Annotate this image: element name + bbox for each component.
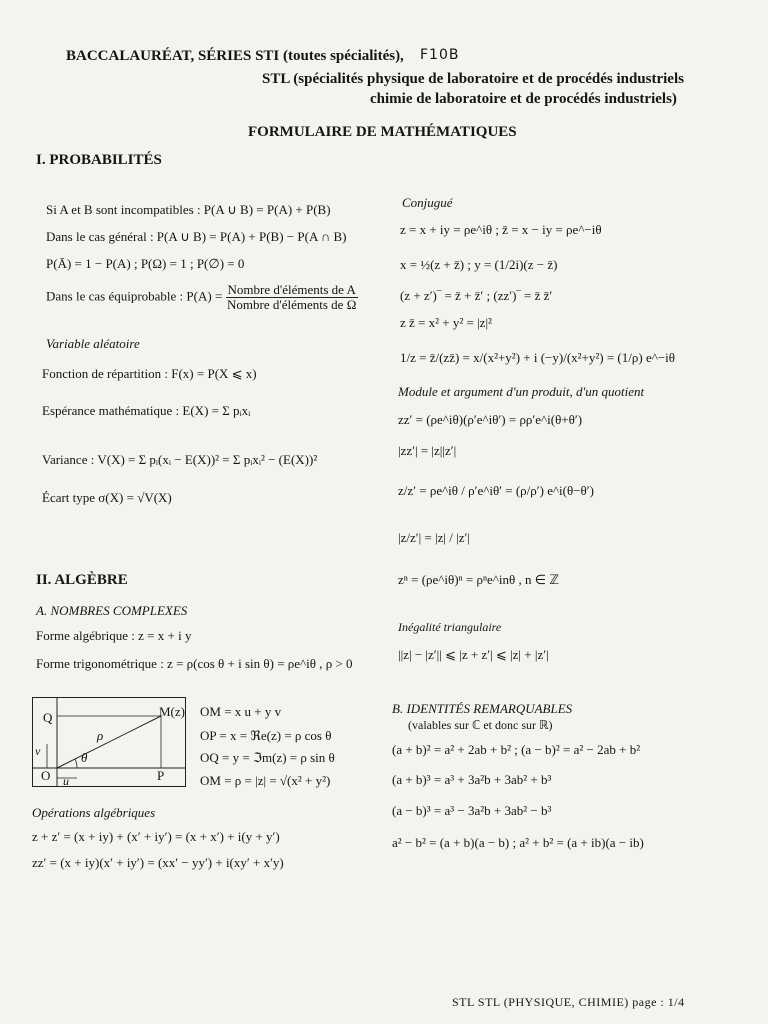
heading-nombres-complexes: A. NOMBRES COMPLEXES bbox=[36, 603, 188, 618]
formula-conj-5: 1/z = z̄/(zz̄) = x/(x²+y²) + i (−y)/(x²+y²) = (1/ρ) e^−iθ bbox=[400, 350, 675, 365]
label-theta: θ bbox=[81, 750, 88, 765]
angle-arc bbox=[75, 759, 77, 768]
formula-variance: Variance : V(X) = Σ pᵢ(xᵢ − E(X))² = Σ pᵢxᵢ² − (E(X))² bbox=[42, 452, 318, 467]
formula-conj-1: z = x + iy = ρe^iθ ; z̄ = x − iy = ρe^−iθ bbox=[400, 222, 602, 237]
formula-ecart-type: Écart type σ(X) = √V(X) bbox=[42, 490, 172, 505]
header-line-1: BACCALAURÉAT, SÉRIES STI (toutes spécialités), bbox=[66, 48, 404, 64]
formula-product: zz′ = (x + iy)(x′ + iy′) = (xx′ − yy′) + i(xy′ + x′y) bbox=[32, 855, 284, 870]
formula-incompatibles: Si A et B sont incompatibles : P(A ∪ B) = P(A) + P(B) bbox=[46, 202, 331, 217]
formula-sum: z + z′ = (x + iy) + (x′ + iy′) = (x + x′) + i(y + y′) bbox=[32, 829, 280, 844]
label-rho: ρ bbox=[97, 728, 104, 743]
formula-power: zⁿ = (ρe^iθ)ⁿ = ρⁿe^inθ , n ∈ ℤ bbox=[398, 572, 560, 587]
formula-forme-trigonometrique: Forme trigonométrique : z = ρ(cos θ + i sin θ) = ρe^iθ , ρ > 0 bbox=[36, 656, 353, 671]
heading-module-argument: Module et argument d'un produit, d'un quotient bbox=[398, 384, 645, 399]
formula-product-exp: zz′ = (ρe^iθ)(ρ′e^iθ′) = ρρ′e^i(θ+θ′) bbox=[398, 412, 583, 427]
formula-product-modulus: |zz′| = |z||z′| bbox=[398, 443, 457, 458]
handwritten-code: F10B bbox=[420, 47, 460, 63]
formula-equiprobable bbox=[46, 283, 358, 312]
equiprobable-denominator: Nombre d'éléments de Ω bbox=[227, 297, 357, 312]
identity-square: (a + b)² = a² + 2ab + b² ; (a − b)² = a² − 2ab + b² bbox=[392, 742, 641, 757]
formula-oq: OQ = y = ℑm(z) = ρ sin θ bbox=[200, 750, 335, 765]
formula-inegalite: ||z| − |z′|| ⩽ |z + z′| ⩽ |z| + |z′| bbox=[398, 647, 549, 662]
section-algebre: II. ALGÈBRE bbox=[36, 572, 128, 588]
label-m: M(z) bbox=[159, 704, 185, 719]
equiprobable-prefix: Dans le cas équiprobable : P(A) = bbox=[46, 288, 223, 304]
complex-plane-figure bbox=[32, 697, 186, 787]
identity-cube-plus: (a + b)³ = a³ + 3a²b + 3ab² + b³ bbox=[392, 772, 552, 787]
formula-esperance: Espérance mathématique : E(X) = Σ pᵢxᵢ bbox=[42, 403, 251, 418]
label-p: P bbox=[157, 768, 165, 783]
formula-repartition: Fonction de répartition : F(x) = P(X ⩽ x) bbox=[42, 366, 257, 381]
equiprobable-numerator: Nombre d'éléments de A bbox=[227, 282, 356, 297]
formula-conj-3: (z + z′)‾ = z̄ + z̄′ ; (zz′)‾ = z̄ z̄′ bbox=[400, 288, 553, 303]
formula-quotient-exp: z/z′ = ρe^iθ / ρ′e^iθ′ = (ρ/ρ′) e^i(θ−θ′) bbox=[398, 483, 594, 498]
formula-quotient-modulus: |z/z′| = |z| / |z′| bbox=[398, 530, 470, 545]
page-title: FORMULAIRE DE MATHÉMATIQUES bbox=[248, 124, 517, 140]
formula-complement: P(Ā) = 1 − P(A) ; P(Ω) = 1 ; P(∅) = 0 bbox=[46, 256, 245, 271]
heading-conjugue: Conjugué bbox=[402, 195, 453, 210]
section-probabilites: I. PROBABILITÉS bbox=[36, 152, 162, 168]
header-line-3: chimie de laboratoire et de procédés industriels) bbox=[370, 91, 677, 107]
formula-om-vector: OM = x u + y v bbox=[200, 704, 282, 719]
heading-variable-aleatoire: Variable aléatoire bbox=[46, 336, 140, 351]
formula-op: OP = x = ℜe(z) = ρ cos θ bbox=[200, 728, 332, 743]
formula-general-case: Dans le cas général : P(A ∪ B) = P(A) + P(B) − P(A ∩ B) bbox=[46, 229, 347, 244]
identity-difference: a² − b² = (a + b)(a − b) ; a² + b² = (a + ib)(a − ib) bbox=[392, 835, 644, 850]
formula-om-modulus: OM = ρ = |z| = √(x² + y²) bbox=[200, 773, 331, 788]
label-v: v bbox=[35, 744, 41, 758]
heading-identites: B. IDENTITÉS REMARQUABLES bbox=[392, 701, 573, 716]
vector-om bbox=[57, 716, 161, 768]
formula-forme-algebrique: Forme algébrique : z = x + i y bbox=[36, 628, 192, 643]
formula-conj-2: x = ½(z + z̄) ; y = (1/2i)(z − z̄) bbox=[400, 257, 558, 272]
heading-operations-algebriques: Opérations algébriques bbox=[32, 805, 156, 820]
equiprobable-fraction bbox=[226, 283, 358, 312]
label-q: Q bbox=[43, 710, 53, 725]
label-o: O bbox=[41, 768, 51, 783]
header-line-2: STL (spécialités physique de laboratoire et de procédés industriels bbox=[262, 71, 684, 87]
heading-inegalite: Inégalité triangulaire bbox=[398, 620, 502, 634]
label-u: u bbox=[63, 774, 69, 788]
identites-note: (valables sur ℂ et donc sur ℝ) bbox=[408, 718, 553, 732]
formula-conj-4: z z̄ = x² + y² = |z|² bbox=[400, 315, 492, 330]
identity-cube-minus: (a − b)³ = a³ − 3a²b + 3ab² − b³ bbox=[392, 803, 552, 818]
page-footer: STL STL (PHYSIQUE, CHIMIE) page : 1/4 bbox=[452, 995, 685, 1009]
